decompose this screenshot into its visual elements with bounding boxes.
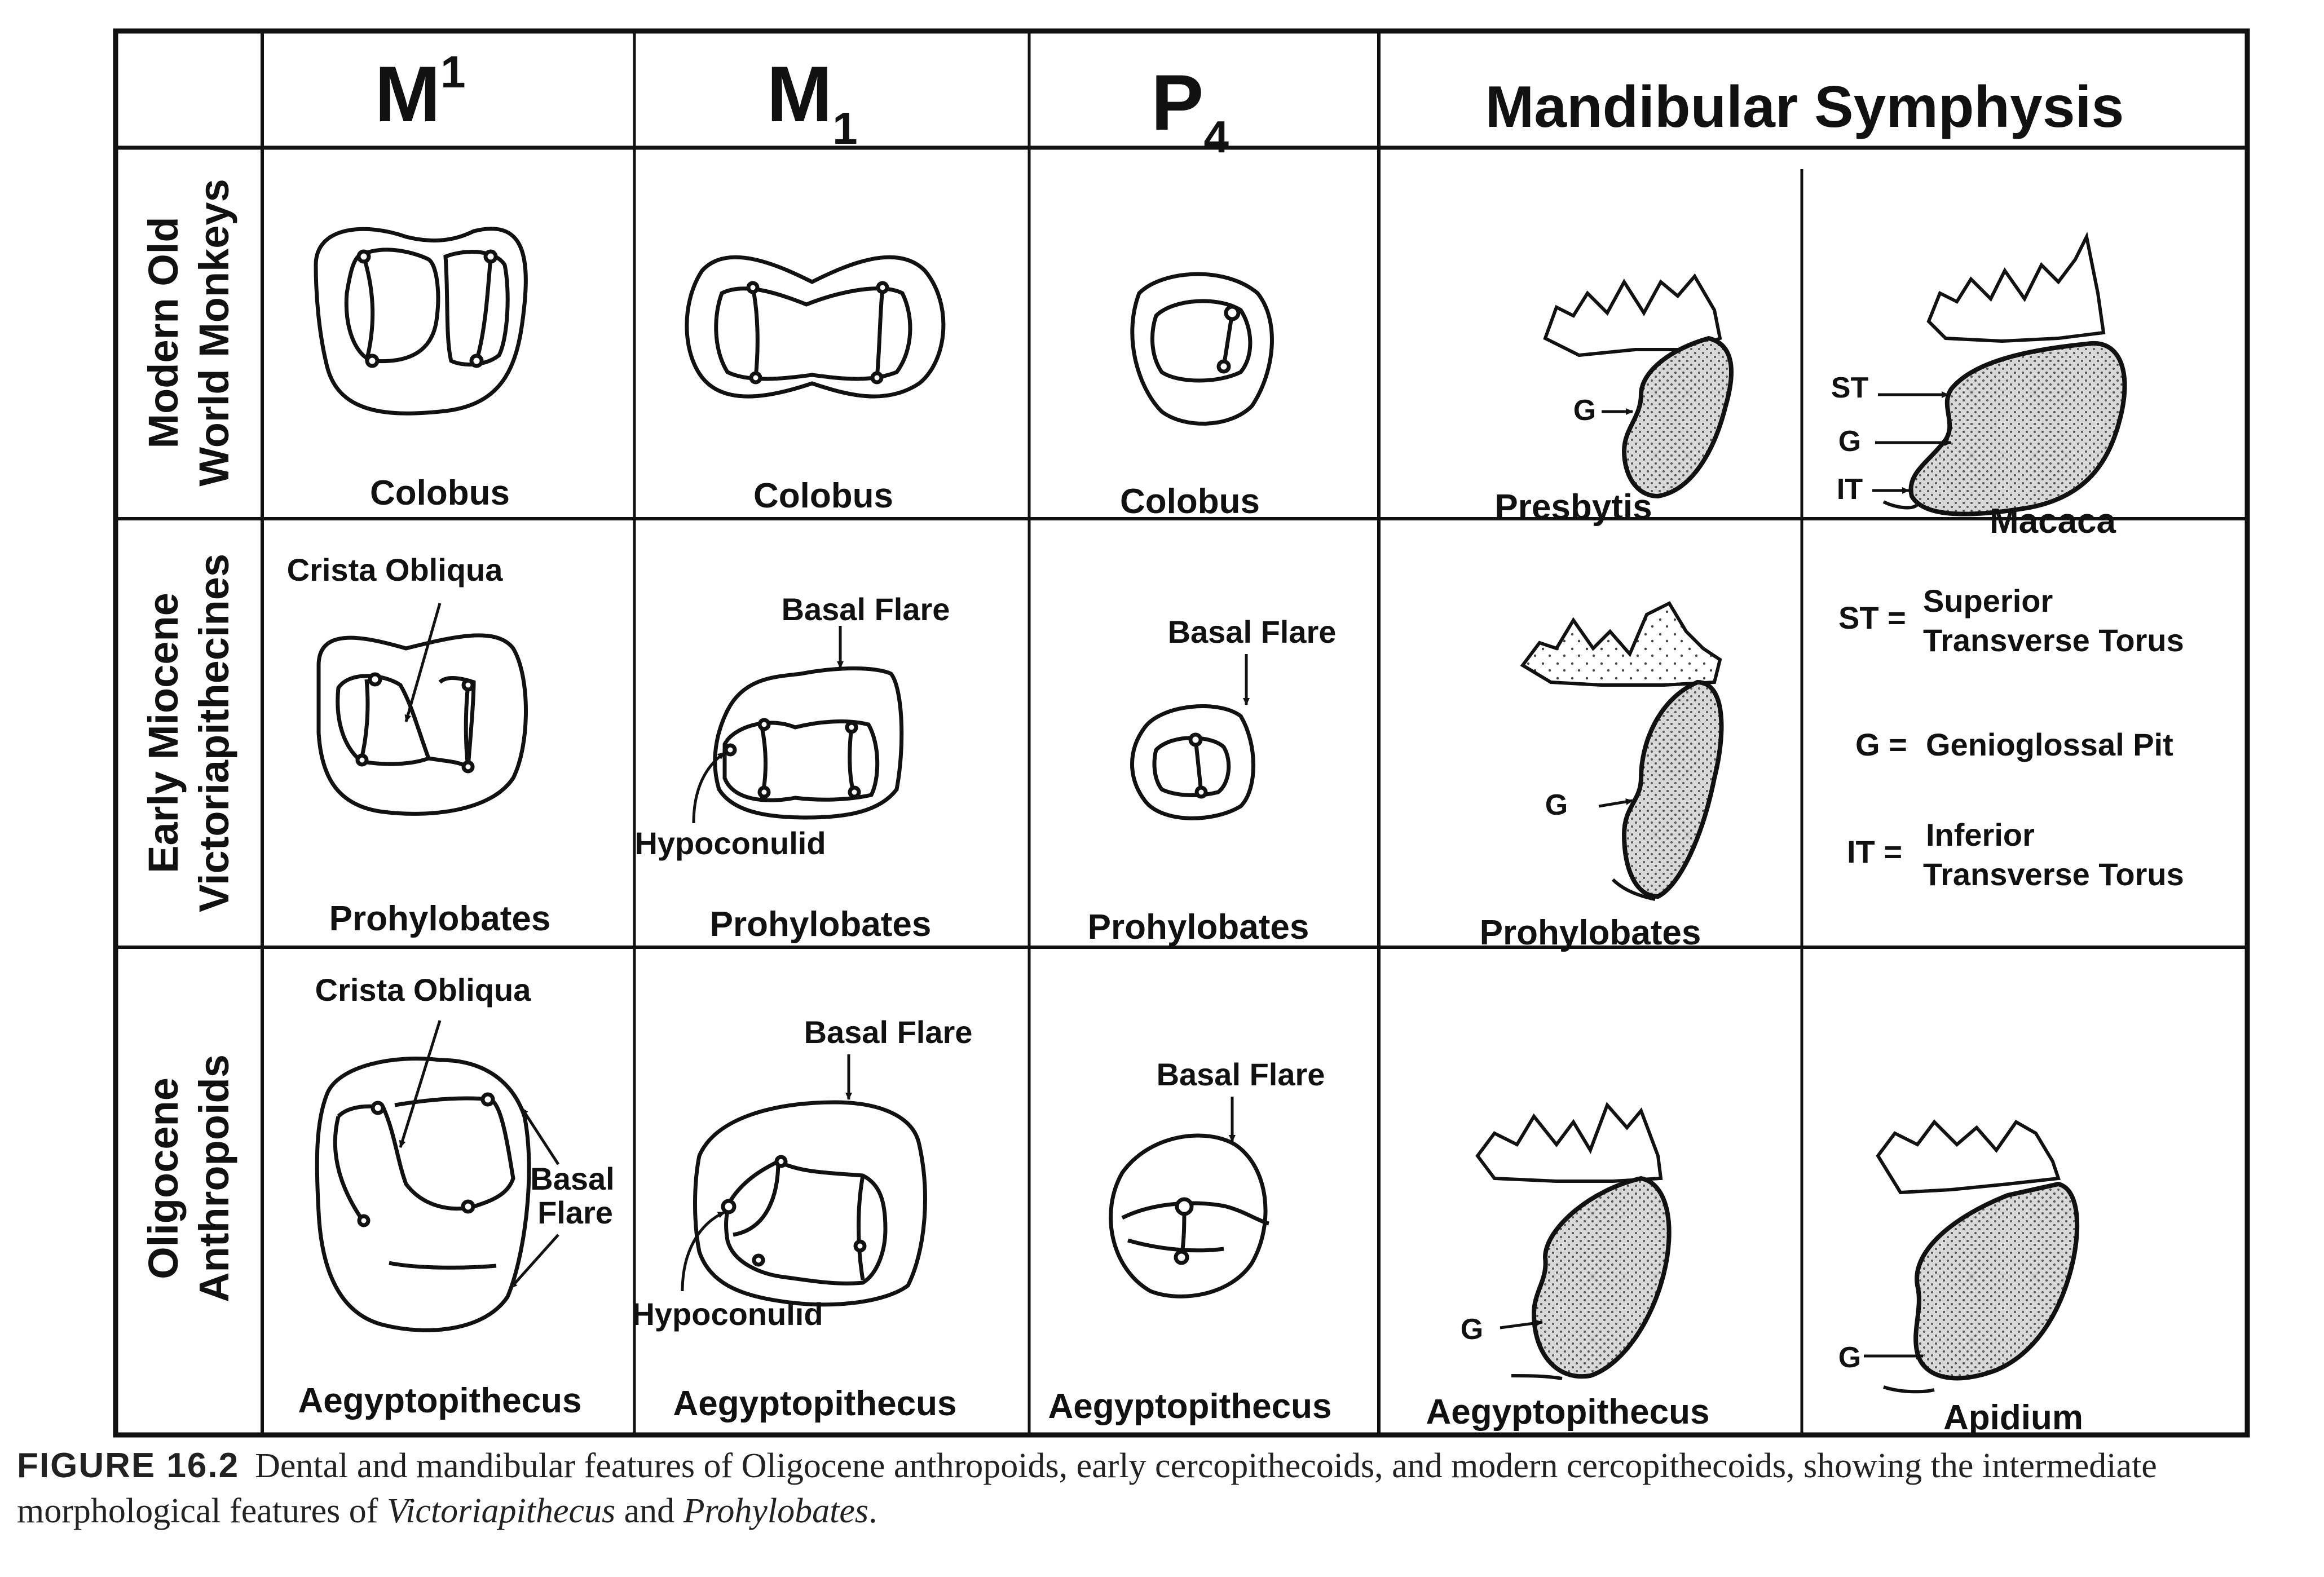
legend-it-line2: Transverse Torus [1923,856,2184,892]
column-headers [374,47,2124,162]
legend [1838,583,2184,892]
figure-number: FIGURE 16.2 [17,1446,240,1485]
header-p4: $P_4$ [1151,58,1229,162]
tooth-p4-aegyptopithecus [1111,1136,1269,1296]
label-g-prohylobates: G [1545,789,1568,821]
label-hypoconulid-r2: Hypoconulid [634,825,826,861]
label-basal-r3: Basal [530,1161,615,1196]
label-hypoconulid-r3: Hypoconulid [632,1296,823,1332]
tooth-p4-colobus [1132,274,1272,423]
label-basal-flare-r3-p4: Basal Flare [1156,1057,1325,1092]
svg-text:Early Miocene: Early Miocene [140,593,187,873]
svg-text:Victoriapithecines: Victoriapithecines [191,553,237,913]
caption-text-1: Dental and mandibular features of Oligocene anthropoids, early cercopithecoids, and modern cercopithecoids, showing the intermediate morphological features of [17,1447,2157,1530]
label-g-presbytis: G [1573,394,1597,427]
row-headers [140,179,237,1302]
caption-italic-1: Victoriapithecus [386,1492,616,1530]
label-r3-m1u: Aegyptopithecus [298,1381,582,1420]
tooth-m1-upper-colobus [316,229,526,414]
legend-st-abbr: ST = [1838,600,1906,635]
arrow-crista-obliqua-r2 [406,603,440,722]
mandible-macaca [1884,237,2125,514]
label-r2-m1u: Prohylobates [329,899,551,938]
label-g-aegyptopithecus: G [1460,1313,1484,1346]
row-header-modern [140,179,237,487]
label-r3-apidium: Apidium [1943,1398,2083,1437]
legend-st-line1: Superior [1923,583,2053,619]
tooth-m1-lower-colobus [687,257,943,396]
label-basal-flare-r2-m1l: Basal Flare [781,591,950,627]
label-r3-p4: Aegyptopithecus [1048,1387,1332,1426]
arrow-crista-obliqua-r3 [400,1021,440,1147]
svg-text:Oligocene: Oligocene [140,1077,187,1279]
legend-it-abbr: IT = [1847,834,1903,869]
label-r1-p4: Colobus [1120,482,1260,521]
mandible-apidium [1878,1122,2077,1392]
figure-caption [17,1443,2307,1534]
svg-text:Modern Old: Modern Old [140,217,187,449]
label-r2-p4: Prohylobates [1087,908,1309,947]
legend-it-line1: Inferior [1926,817,2035,852]
caption-text-2: and [615,1492,683,1530]
legend-g-line1: Genioglossal Pit [1926,727,2173,762]
arrow-g-prohylobates [1599,801,1633,806]
mandible-aegyptopithecus [1478,1105,1669,1379]
mandible-presbytis [1545,276,1731,496]
label-crista-obliqua-r3: Crista Obliqua [315,972,531,1008]
mandible-prohylobates [1523,603,1721,899]
label-it-macaca: IT [1836,473,1863,506]
row2-labels [287,552,1701,952]
label-crista-obliqua-r2: Crista Obliqua [286,552,503,587]
caption-text-3: . [868,1492,877,1530]
tooth-m1-lower-prohylobates [715,669,902,818]
label-r3-symph: Aegyptopithecus [1426,1393,1710,1432]
row1-labels [370,372,2116,541]
label-g-apidium: G [1838,1341,1862,1374]
label-r1-m1l: Colobus [753,476,893,515]
legend-g-abbr: G = [1855,727,1907,762]
tooth-m1-lower-aegyptopithecus [695,1102,925,1305]
label-r1-m1u: Colobus [370,474,510,513]
header-m1-upper: $M^1$ [374,47,466,138]
label-flare-r3: Flare [537,1195,613,1230]
svg-text:World Monkeys: World Monkeys [191,179,237,487]
label-r2-symph: Prohylobates [1479,913,1701,952]
header-mandibular-symphysis: Mandibular Symphysis [1485,74,2124,140]
label-r1-presbytis: Presbytis [1494,488,1652,527]
legend-st-line2: Transverse Torus [1923,622,2184,658]
label-basal-flare-r2-p4: Basal Flare [1167,614,1337,650]
label-r1-macaca: Macaca [1989,502,2116,541]
label-basal-flare-r3-m1l: Basal Flare [804,1014,973,1050]
label-g-macaca: G [1838,425,1862,458]
label-st-macaca: ST [1831,372,1869,404]
label-r2-m1l: Prohylobates [709,905,932,944]
caption-italic-2: Prohylobates [683,1492,869,1530]
svg-text:Anthropoids: Anthropoids [191,1054,237,1302]
row-header-oligocene [140,1054,237,1302]
label-r3-m1l: Aegyptopithecus [673,1384,957,1423]
row-header-miocene [140,554,237,912]
header-m1-lower: $M_1$ [766,50,858,153]
tooth-m1-upper-aegyptopithecus [317,1059,529,1331]
tooth-p4-prohylobates [1132,706,1254,819]
